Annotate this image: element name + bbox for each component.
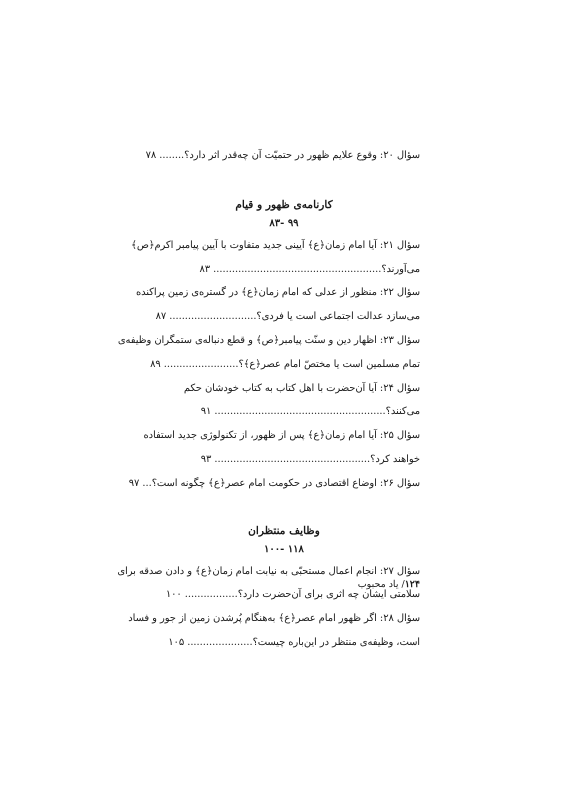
page-number: ۱۲۴ bbox=[404, 579, 420, 590]
toc-line: سؤال ۲۵: آیا امام زمان﴿ع﴾ پس از ظهور، از تکنولوژی جدید استفاده bbox=[143, 430, 420, 442]
toc-line: سؤال ۲۴: آیا آن‌حضرت با اهل کتاب به کتاب خودشان حکم bbox=[183, 382, 420, 394]
toc-line: می‌سازد عدالت اجتماعی است یا فردی؟............................ ۸۷ bbox=[155, 311, 420, 323]
section-title: وظایف منتظران bbox=[248, 524, 320, 537]
toc-line: می‌کنند؟....................................................... ۹۱ bbox=[200, 406, 420, 418]
toc-line: سؤال ۲۱: آیا امام زمان﴿ع﴾ آیینی جدید متفاوت با آیین پیامبر اکرم﴿ص﴾ bbox=[131, 239, 420, 251]
toc-line: است، وظیفه‌ی منتظر در این‌باره چیست؟..................... ۱۰۵ bbox=[168, 636, 420, 648]
section-title: کارنامه‌ی ظهور و قیام bbox=[235, 198, 333, 211]
section-page-range: ۹۹ -۸۳ bbox=[269, 217, 299, 229]
toc-line: می‌آورند؟...................................................... ۸۳ bbox=[199, 263, 420, 275]
toc-line: سؤال ۲۶: اوضاع اقتصادی در حکومت امام عصر﴿ع﴾ چگونه است؟... ۹۷ bbox=[128, 477, 420, 489]
toc-line: سؤال ۲۳: اظهار دین و سنّت پیامبر﴿ص﴾ و قطع دنباله‌ی ستمگران وظیفه‌ی bbox=[117, 334, 420, 346]
toc-line: سؤال ۲۲: منظور از عدلی که امام زمان﴿ع﴾ در گستره‌ی زمین پراکنده bbox=[135, 287, 420, 299]
page-footer bbox=[148, 579, 420, 590]
running-title: / یاد محبوب bbox=[357, 579, 405, 590]
toc-line: تمام مسلمین است یا مختصّ امام عصر﴿ع﴾؟........................ ۸۹ bbox=[150, 358, 420, 370]
toc-line: سؤال ۲۷: انجام اعمال مستحبّی به نیابت امام زمان﴿ع﴾ و دادن صدقه برای bbox=[117, 565, 420, 577]
section-page-range: ۱۱۸ -۱۰۰ bbox=[264, 543, 304, 555]
toc-line: سلامتی ایشان چه اثری برای آن‌حضرت دارد؟................. ۱۰۰ bbox=[165, 589, 420, 601]
toc-line: خواهند کرد؟.................................................. ۹۳ bbox=[200, 453, 420, 465]
toc-line: سؤال ۲۸: اگر ظهور امام عصر﴿ع﴾ به‌هنگام پُرشدن زمین از جور و فساد bbox=[128, 613, 420, 625]
toc-entry-q20: سؤال ۲۰: وقوع علایم ظهور در حتمیّت آن چه‌قدر اثر دارد؟........ ۷۸ bbox=[145, 150, 420, 161]
